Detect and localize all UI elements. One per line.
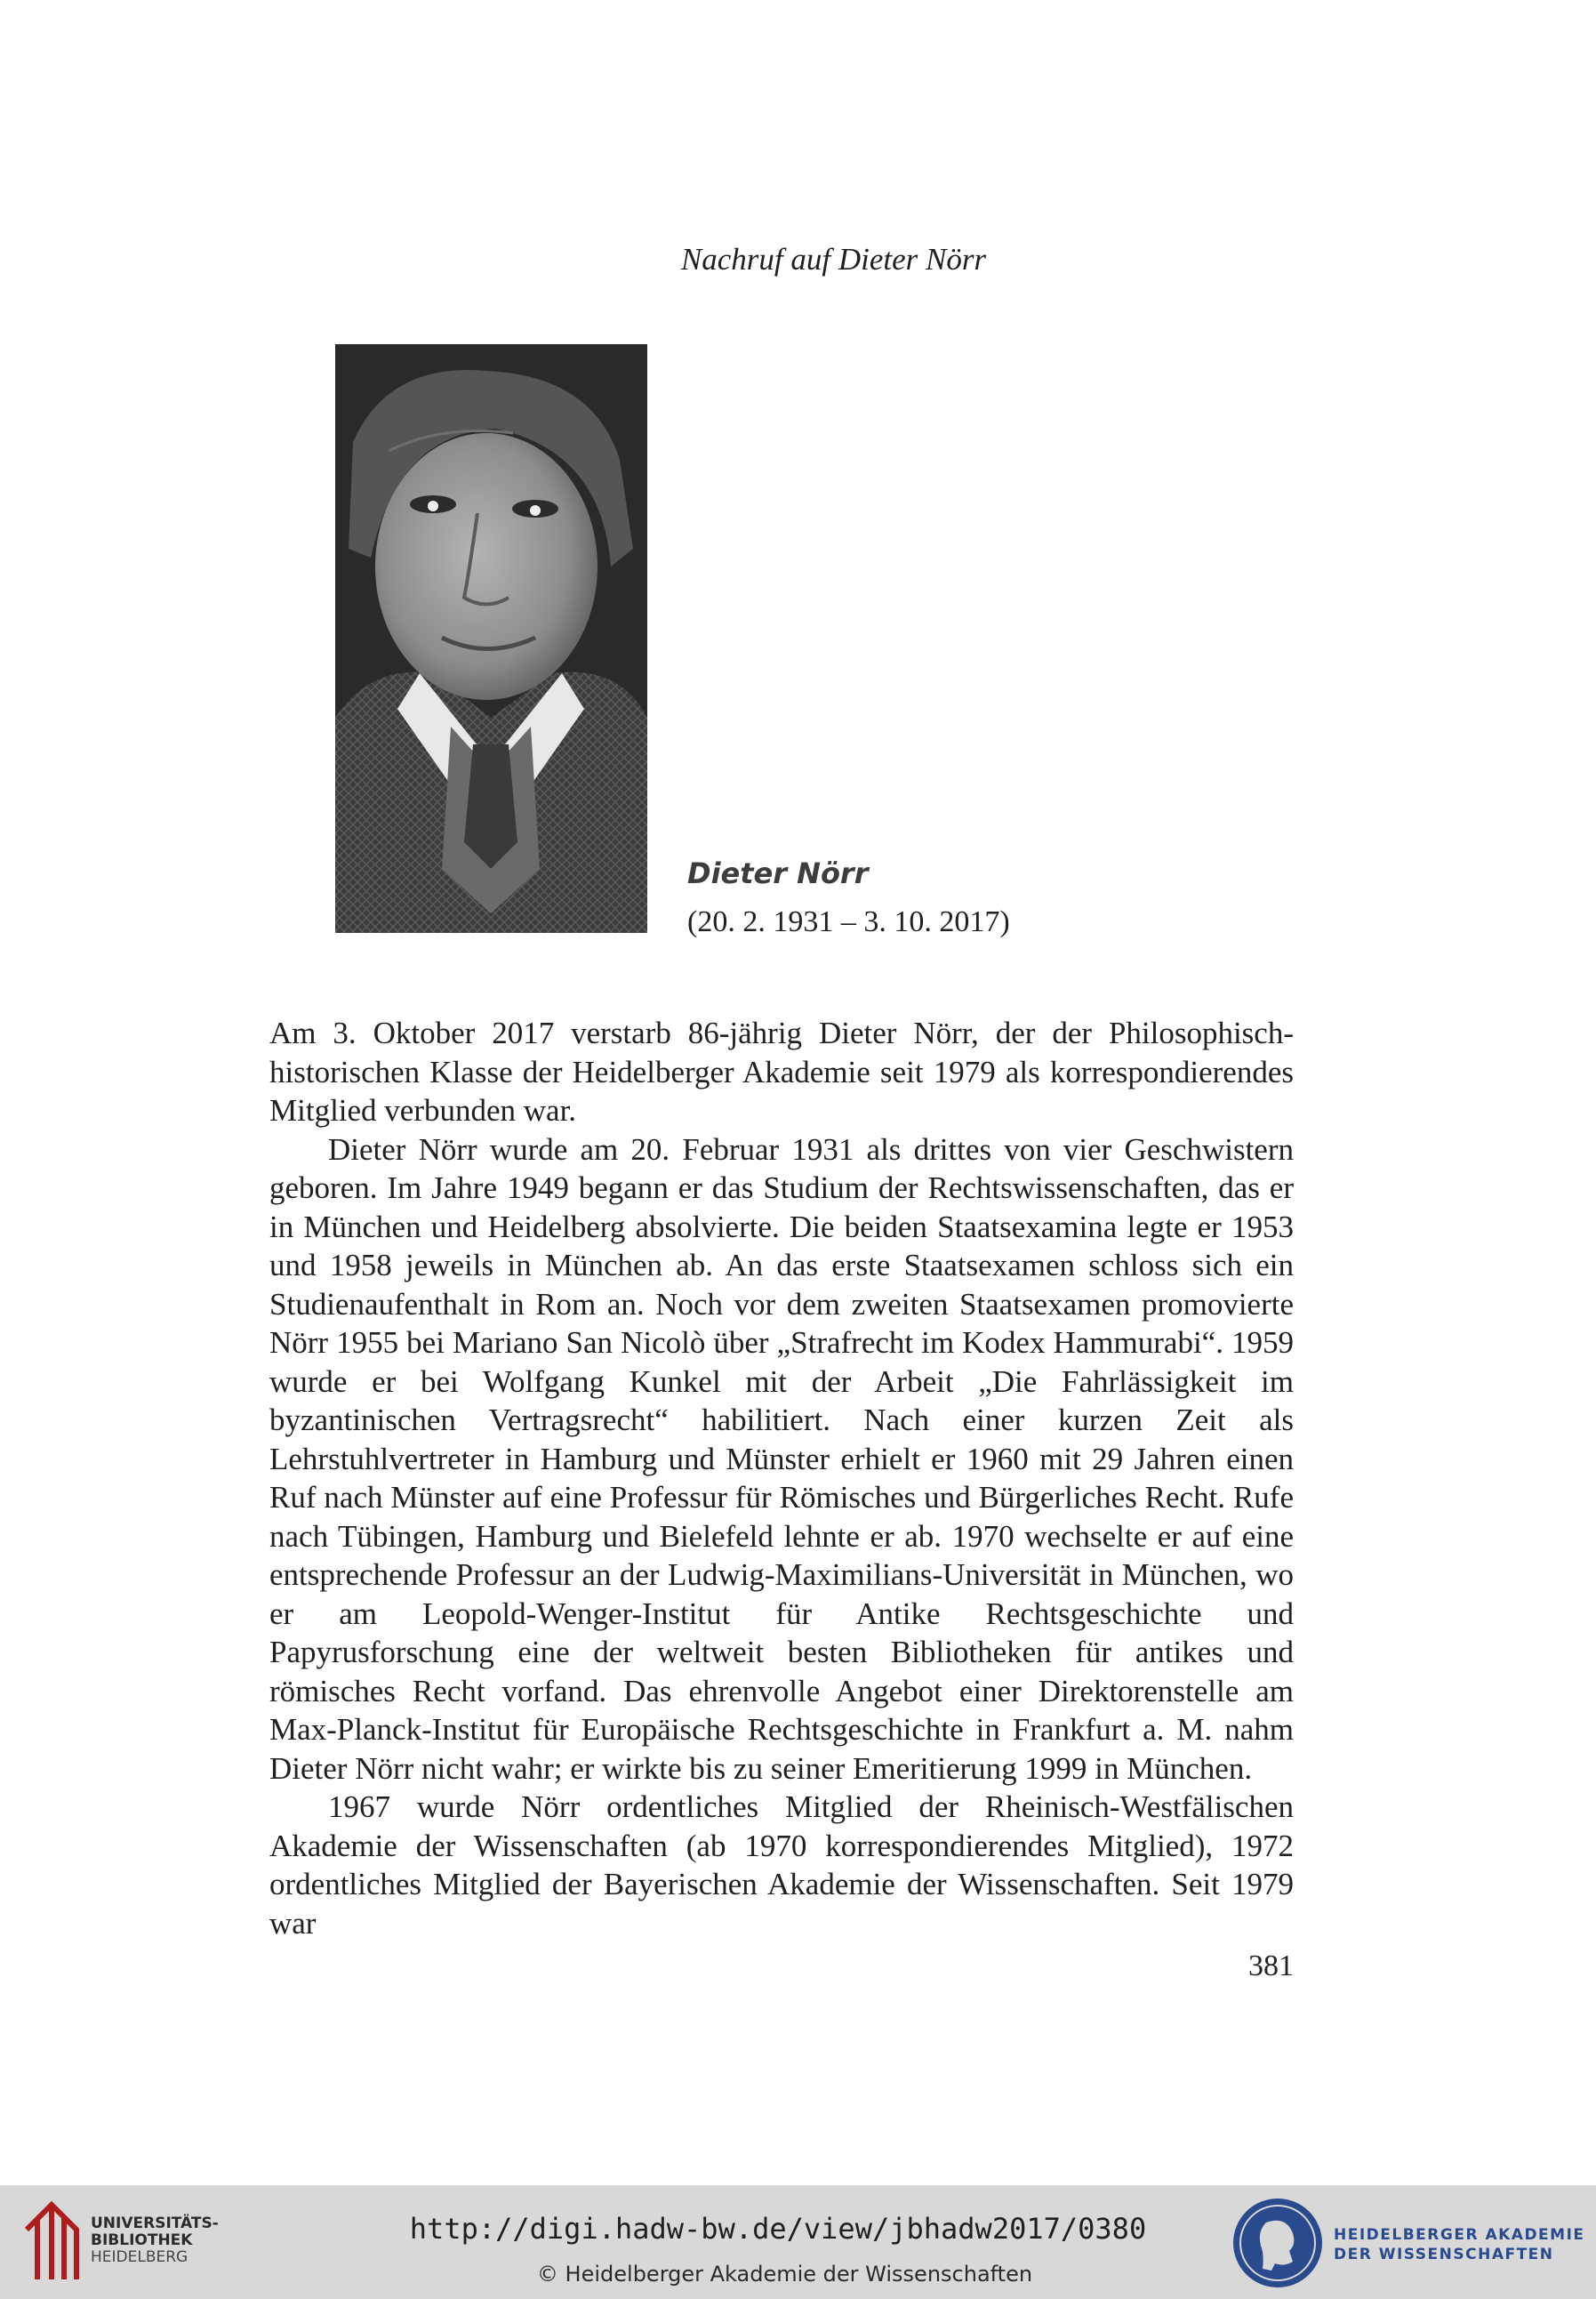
paragraph: Dieter Nörr wurde am 20. Februar 1931 als drittes von vier Geschwistern geboren. Im Jahre 1949 begann er das Studium der Rechtswissenschaften, das er in München und Heidelberg absolvierte. Die beiden Staatsexamina legte er 1953 und 1958 jeweils in München ab. An das erste Staatsexamen schloss sich ein Studienaufenthalt in Rom an. Noch vor dem zweiten Staatsexamen promovierte Nörr 1955 bei Mariano San Nicolò über „Strafrecht im Kodex Hammurabi“. 1959 wurde er bei Wolfgang Kunkel mit der Arbeit „Die Fahrlässigkeit im byzantinischen Vertragsrecht“ habilitiert. Nach einer kurzen Zeit als Lehrstuhlvertreter in Hamburg und Münster erhielt er 1960 mit 29 Jahren einen Ruf nach Münster auf eine Professur für Römisches und Bürgerliches Recht. Rufe nach Tübingen, Hamburg und Bielefeld lehnte er ab. 1970 wechselte er auf eine entsprechende Professur an der Ludwig-Maximilians-Universität in München, wo er am Leopold-Wenger-Institut für Antike Rechtsgeschichte und Papyrusforschung eine der weltweit besten Bibliotheken für antikes und römisches Recht vorfand. Das ehrenvolle Angebot einer Direktorenstelle am Max-Planck-Institut für Europäische Rechtsgeschichte in Frankfurt a. M. nahm Dieter Nörr nicht wahr; er wirkte bis zu seiner Emeritierung 1999 in München. [269,1131,1294,1786]
university-library-name: UNIVERSITÄTS- BIBLIOTHEK HEIDELBERG [91,2215,219,2266]
caption-dates: (20. 2. 1931 – 3. 10. 2017) [687,905,1010,938]
portrait-image [335,344,647,933]
paragraph: Am 3. Oktober 2017 verstarb 86-jährig Dieter Nörr, der der Philosophisch-historischen Klasse der Heidelberger Akademie seit 1979 als korrespondierendes Mitglied verbunden war. [269,1016,1294,1128]
running-head: Nachruf auf Dieter Nörr [680,242,987,277]
digitization-url-link[interactable]: http://digi.hadw-bw.de/view/jbhadw2017/0380 [409,2212,1147,2246]
academy-seal-icon [1231,2196,1325,2290]
caption-name: Dieter Nörr [687,856,869,890]
page-number: 381 [1248,1949,1294,1982]
obituary-body [269,1014,1294,1942]
copyright-notice: © Heidelberger Akademie der Wissenschaften [536,2262,1033,2287]
portrait-photo [335,344,647,933]
academy-name: HEIDELBERGER AKADEMIE DER WISSENSCHAFTEN [1334,2226,1585,2263]
digitization-footer [0,2185,1596,2299]
paragraph: 1967 wurde Nörr ordentliches Mitglied der Rheinisch-Westfälischen Akademie der Wissenschaften (ab 1970 korrespondierendes Mitglied), 1972 ordentliches Mitglied der Bayerischen Akademie der Wissenschaften. Seit 1979 war [269,1789,1294,1941]
